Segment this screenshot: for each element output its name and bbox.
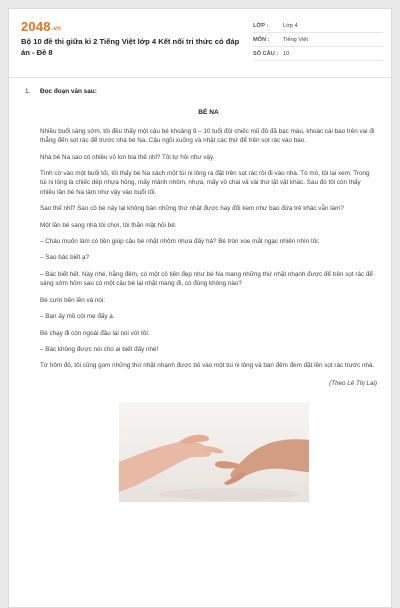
story-paragraph: – Bác không được nói cho ai biết đấy nhé! [40,345,159,353]
story-paragraph: Nhà bé Na sao có nhiều vỏ lon bia thế nhỉ? Tôi tự hỏi như vậy. [40,153,215,161]
question-content [25,87,377,502]
story-body [40,127,377,388]
meta-row-class [253,19,383,33]
story-author: (Theo Lê Thị Lai) [329,379,377,387]
meta-row-subject [253,33,383,47]
site-logo[interactable] [21,19,61,34]
question-number: 1. [25,88,31,95]
story-title: BÉ NA [198,109,219,117]
story-paragraph: Một lần bé sang nhà tôi chơi, tôi thăn mật hỏi bé: [40,221,177,229]
story-paragraph: – Sao bác biết ạ? [40,254,90,262]
story-paragraph: Sao thế nhỉ? Sao cô bé này lại không bán những thứ nhặt được hay đổi kem như bao đứa trẻ khác vẫn làm? [40,205,344,213]
document-title: Bộ 10 đề thi giữa kì 2 Tiếng Việt lớp 4 Kết nối tri thức có đáp án - Đề 8 [21,37,240,57]
story-paragraph: – Bạn ấy mồ côi mẹ đấy ạ. [40,313,115,321]
hands-photo-svg [119,402,309,502]
header-divider [9,77,392,78]
story-paragraph: Tình cờ vào một buổi tối, tôi thấy bé Na xách một túi ni lông ra đặt trên sọt rác rồi đi vào nhà. Tò mò, tôi lại xem. Trong túi ni lông là chiếc dép nhựa hỏng, mấy mảnh nhôm, nhựa, mấy vỏ chai và vài thứ lặt vặt khác. Sau đó tôi còn thấy nhiều lần bé Na làm như vậy vào buổi tối. [40,170,370,196]
meta-row-question-count [253,47,383,61]
story-paragraph: Bé chạy đi còn ngoái đầu lại nói với tôi: [40,329,150,337]
question-header [25,87,377,96]
meta-key: LỚP : [253,22,269,29]
story-paragraph: Nhiều buổi sáng sớm, tôi đều thấy một cậu bé khoảng 9 – 10 tuổi đội chiếc mũ đỏ đã bạc màu, khoác cái bao trên vai đi thẳng đến sọt rác để trước nhà bé Na. Cậu ngồi xuống và nhặt các thứ để trên sọt rác vào bao. [40,127,375,145]
document-header [9,9,391,71]
question-title: Đọc đoạn văn sau: [40,88,97,95]
logo-text: 2048 [21,19,51,34]
hands-illustration [119,402,309,502]
meta-key: SỐ CÂU : [253,50,279,57]
story-paragraph: – Bác biết hết. Này nhé, hằng đêm, có một cô tiên đẹp như bé Na mang những thứ nhặt nhạnh được để trên sọt rác để sáng sớm hôm sau có một cậu bé lại nhặt mang đi, có đúng không nào? [40,270,373,288]
meta-value: 10 [283,50,290,57]
story-paragraph: Bé cười bẽn lẽn và nói: [40,296,106,304]
meta-value: Tiếng Việt [283,36,308,43]
logo-suffix: .vn [51,26,62,32]
document-page [8,8,392,608]
story-paragraph: – Cháu muốn làm có tiền giúp cậu bé nhặt nhôm nhựa đấy hả? Bé tròn xoe mắt ngạc nhiên nhìn tôi: [40,238,320,246]
story-paragraph: Từ hôm đó, tôi cũng gom những thứ nhặt nhạnh được bỏ vào một túi ni lông và ban đêm đem đặt lên sọt rác trước nhà. [40,362,375,370]
meta-key: MÔN : [253,36,270,43]
document-meta [253,19,383,61]
meta-value: Lớp 4 [283,22,298,29]
